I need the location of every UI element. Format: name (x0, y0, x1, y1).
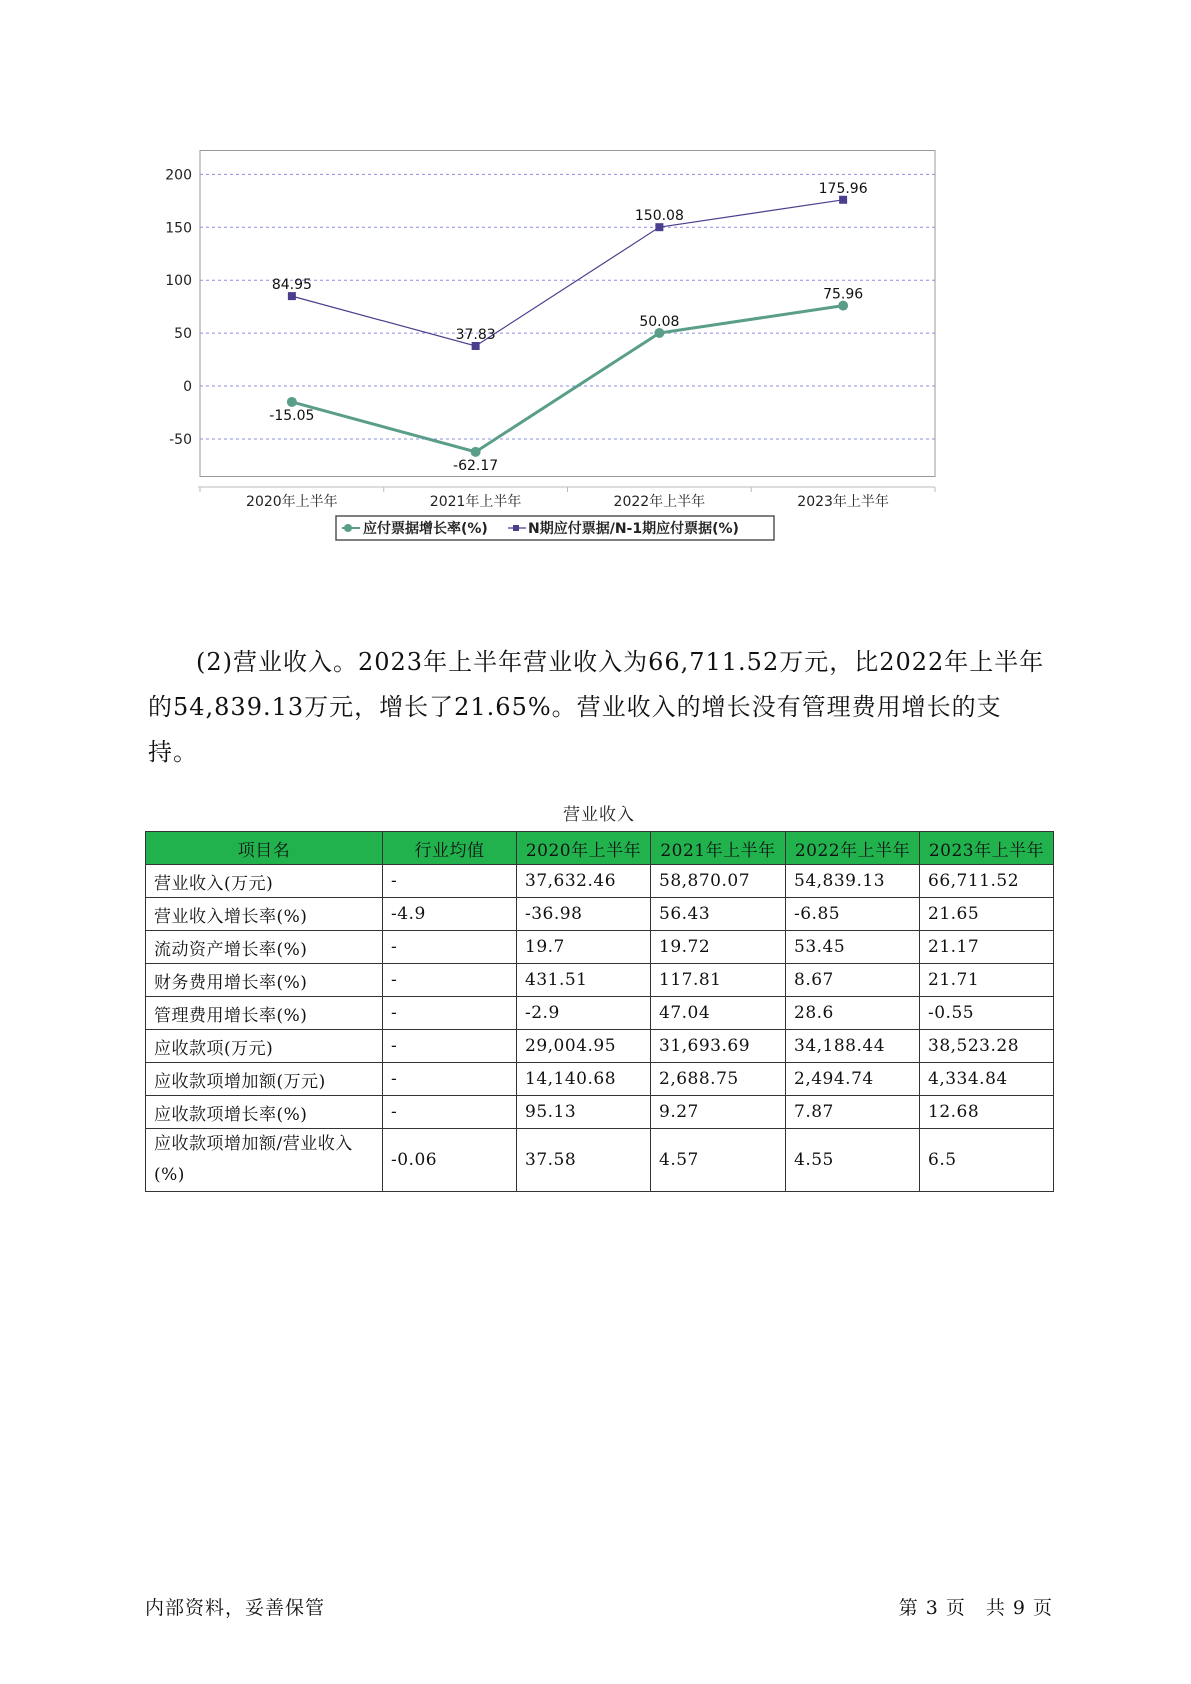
y-tick-label: 150 (165, 220, 192, 237)
plot-frame (200, 151, 935, 477)
legend-marker (513, 525, 519, 531)
header-cell: 2022年上半年 (786, 832, 920, 865)
table-cell: 47.04 (651, 997, 786, 1030)
legend-marker (344, 524, 352, 532)
table-cell: -6.85 (786, 898, 920, 931)
table-cell: - (383, 1063, 517, 1096)
y-tick-label: 50 (174, 326, 192, 343)
data-point (839, 196, 847, 204)
line-chart (150, 150, 1040, 600)
data-point (288, 292, 296, 300)
x-tick-label: 2021年上半年 (429, 494, 522, 510)
x-tick-label: 2023年上半年 (797, 494, 889, 510)
table-cell: - (383, 865, 517, 898)
footer-confidential: 内部资料，妥善保管 (145, 1597, 326, 1619)
header-cell: 项目名 (146, 832, 383, 865)
chart-svg (150, 150, 1040, 600)
table-cell: 12.68 (920, 1096, 1054, 1129)
table-cell: -36.98 (517, 898, 651, 931)
data-label: 50.08 (639, 314, 680, 331)
table-cell: 4.55 (786, 1129, 920, 1192)
table-cell: 21.65 (920, 898, 1054, 931)
data-label: 84.95 (271, 277, 312, 294)
table-header-row (146, 832, 1054, 865)
table-cell: - (383, 1030, 517, 1063)
row-label-cell: 应收款项增加额(万元) (146, 1063, 383, 1096)
revenue-table (145, 831, 1054, 1192)
table-cell: - (383, 997, 517, 1030)
data-label: -15.05 (269, 407, 315, 424)
y-tick-label: 200 (165, 167, 192, 184)
table-row (146, 865, 1054, 898)
table-cell: 117.81 (651, 964, 786, 997)
data-label: -62.17 (453, 457, 499, 474)
table-cell: - (383, 931, 517, 964)
table-cell: - (383, 1096, 517, 1129)
table-cell: - (383, 964, 517, 997)
table-caption: 营业收入 (563, 805, 635, 825)
data-label: 37.83 (455, 326, 496, 343)
row-label-cell: 管理费用增长率(%) (146, 997, 383, 1030)
data-point (655, 223, 663, 231)
table-row (146, 1096, 1054, 1129)
table-cell: 95.13 (517, 1096, 651, 1129)
paragraph (148, 640, 1048, 775)
table-cell: 31,693.69 (651, 1030, 786, 1063)
header-cell: 2021年上半年 (651, 832, 786, 865)
header-cell: 2020年上半年 (517, 832, 651, 865)
header-cell: 行业均值 (383, 832, 517, 865)
legend-label: N期应付票据/N-1期应付票据(%) (528, 521, 739, 537)
table-cell: 66,711.52 (920, 865, 1054, 898)
row-label-cell: 应收款项增加额/营业收入(%) (146, 1129, 383, 1192)
row-label-cell: 应收款项(万元) (146, 1030, 383, 1063)
table-cell: 2,688.75 (651, 1063, 786, 1096)
table-cell: 7.87 (786, 1096, 920, 1129)
paragraph-text: (2)营业收入。2023年上半年营业收入为66,711.52万元，比2022年上半年的54,839.13万元，增长了21.65%。营业收入的增长没有管理费用增长的支持。 (148, 648, 1045, 766)
data-label: 175.96 (818, 180, 868, 197)
table-cell: -2.9 (517, 997, 651, 1030)
table-cell: 4,334.84 (920, 1063, 1054, 1096)
y-tick-label: -50 (169, 431, 192, 448)
table-row (146, 1129, 1054, 1192)
data-label: 150.08 (634, 208, 684, 225)
table-cell: 21.17 (920, 931, 1054, 964)
table-cell: 34,188.44 (786, 1030, 920, 1063)
table-row (146, 898, 1054, 931)
table-cell: -4.9 (383, 898, 517, 931)
table-cell: 4.57 (651, 1129, 786, 1192)
table-cell: 2,494.74 (786, 1063, 920, 1096)
table-cell: 53.45 (786, 931, 920, 964)
table-cell: 29,004.95 (517, 1030, 651, 1063)
row-label-cell: 营业收入(万元) (146, 865, 383, 898)
table-cell: 19.7 (517, 931, 651, 964)
data-point (472, 342, 480, 350)
data-point (471, 447, 481, 457)
legend-label: 应付票据增长率(%) (363, 521, 488, 537)
data-label: 75.96 (823, 286, 864, 303)
table-cell: 6.5 (920, 1129, 1054, 1192)
table-cell: 9.27 (651, 1096, 786, 1129)
table-cell: 37.58 (517, 1129, 651, 1192)
table-cell: 54,839.13 (786, 865, 920, 898)
table-row (146, 997, 1054, 1030)
table-row (146, 1063, 1054, 1096)
table-cell: -0.55 (920, 997, 1054, 1030)
table-cell: 56.43 (651, 898, 786, 931)
footer-page-number: 第 3 页 共 9 页 (898, 1597, 1053, 1619)
x-tick-label: 2020年上半年 (246, 494, 338, 510)
table-row (146, 964, 1054, 997)
table-row (146, 931, 1054, 964)
table-cell: -0.06 (383, 1129, 517, 1192)
x-tick-label: 2022年上半年 (613, 494, 706, 510)
row-label-cell: 财务费用增长率(%) (146, 964, 383, 997)
table-cell: 28.6 (786, 997, 920, 1030)
table-cell: 431.51 (517, 964, 651, 997)
table-cell: 14,140.68 (517, 1063, 651, 1096)
y-tick-label: 0 (183, 379, 192, 396)
table-cell: 19.72 (651, 931, 786, 964)
row-label-cell: 流动资产增长率(%) (146, 931, 383, 964)
table-cell: 37,632.46 (517, 865, 651, 898)
data-point (287, 397, 297, 407)
table-row (146, 1030, 1054, 1063)
y-tick-label: 100 (165, 273, 192, 290)
header-cell: 2023年上半年 (920, 832, 1054, 865)
table-cell: 21.71 (920, 964, 1054, 997)
table-cell: 38,523.28 (920, 1030, 1054, 1063)
row-label-cell: 营业收入增长率(%) (146, 898, 383, 931)
table-cell: 58,870.07 (651, 865, 786, 898)
row-label-cell: 应收款项增长率(%) (146, 1096, 383, 1129)
table-cell: 8.67 (786, 964, 920, 997)
